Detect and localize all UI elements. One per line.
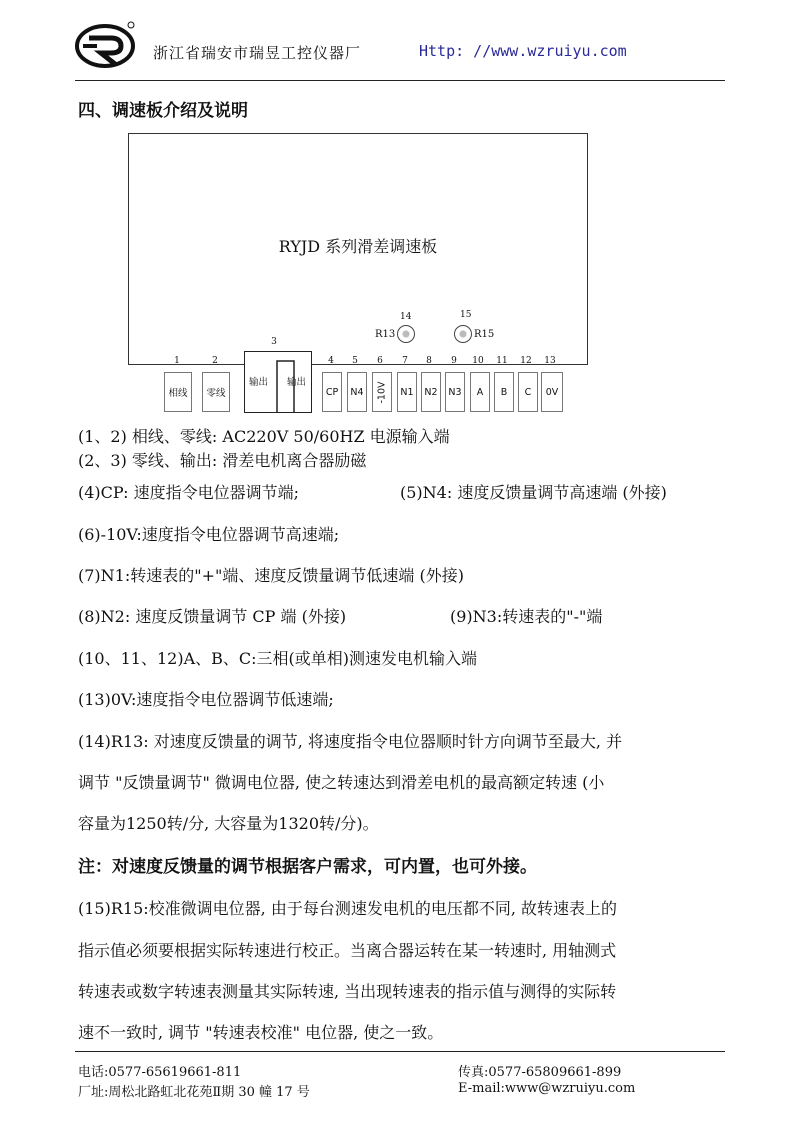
terminal-number: 11 — [496, 356, 508, 366]
terminal-label: 0V — [545, 386, 559, 398]
text-line: (5)N4: 速度反馈量调节高速端 (外接) — [400, 483, 667, 502]
text-line: (9)N3:转速表的"-"端 — [450, 607, 603, 626]
output-label: 输出 — [287, 377, 307, 388]
terminal-10 — [470, 372, 490, 412]
text-line: 指示值必须要根据实际转速进行校正。当离合器运转在某一转速时, 用轴测式 — [78, 941, 617, 960]
footer-fax: 传真:0577-65809661-899 — [458, 1065, 622, 1080]
terminal-number: 8 — [426, 356, 432, 366]
terminal-label: B — [500, 386, 508, 398]
terminal-label: -10V — [376, 380, 388, 404]
terminal-number: 10 — [472, 356, 484, 366]
text-line: (1、2) 相线、零线: AC220V 50/60HZ 电源输入端 — [78, 427, 450, 446]
terminal-label: N2 — [424, 386, 438, 398]
terminal-number: 3 — [271, 337, 277, 347]
section-title: 四、调速板介绍及说明 — [78, 101, 248, 121]
terminal-label: CP — [325, 386, 339, 398]
company-name: 浙江省瑞安市瑞昱工控仪器厂 — [153, 44, 362, 62]
header-divider — [75, 80, 725, 81]
text-line: 调节 "反馈量调节" 微调电位器, 使之转速达到滑差电机的最高额定转速 (小 — [78, 773, 605, 792]
output-terminal-block — [244, 351, 312, 413]
terminal-5 — [347, 372, 367, 412]
terminal-number: 9 — [451, 356, 457, 366]
terminal-9 — [445, 372, 465, 412]
terminal-7 — [397, 372, 417, 412]
footer-email[interactable]: E-mail:www@wzruiyu.com — [458, 1081, 636, 1096]
terminal-label: C — [524, 386, 532, 398]
potentiometer-r15-icon — [454, 325, 472, 343]
terminal-number: 2 — [212, 356, 218, 366]
footer-divider — [75, 1051, 725, 1052]
text-line: (13)0V:速度指令电位器调节低速端; — [78, 690, 334, 709]
knob-r13-label: R13 — [375, 329, 396, 340]
ry-logo-icon — [75, 20, 135, 70]
terminal-4 — [322, 372, 342, 412]
knob-r13-number: 14 — [400, 312, 412, 322]
board-title: RYJD 系列滑差调速板 — [278, 237, 438, 256]
terminal-12 — [518, 372, 538, 412]
output-label: 输出 — [249, 377, 269, 388]
text-line: (8)N2: 速度反馈量调节 CP 端 (外接) — [78, 607, 347, 626]
text-line: (7)N1:转速表的"+"端、速度反馈量调节低速端 (外接) — [78, 566, 464, 585]
terminal-number: 4 — [328, 356, 334, 366]
terminal-number: 5 — [352, 356, 358, 366]
knob-r15-label: R15 — [474, 329, 495, 340]
terminal-label: 相线 — [168, 388, 188, 399]
terminal-2 — [202, 372, 230, 412]
knob-r15-number: 15 — [460, 310, 472, 320]
text-line: (4)CP: 速度指令电位器调节端; — [78, 483, 299, 502]
text-line: (14)R13: 对速度反馈量的调节, 将速度指令电位器顺时针方向调节至最大, 并 — [78, 732, 623, 751]
terminal-1 — [164, 372, 192, 412]
terminal-label: N1 — [400, 386, 414, 398]
text-line: 速不一致时, 调节 "转速表校准" 电位器, 使之一致。 — [78, 1023, 444, 1042]
footer-phone: 电话:0577-65619661-811 — [78, 1065, 242, 1080]
terminal-13 — [541, 372, 563, 412]
footer-address: 厂址:周松北路虹北花苑Ⅱ期 30 幢 17 号 — [78, 1085, 310, 1100]
terminal-label: N4 — [350, 386, 364, 398]
note-text: 注：对速度反馈量的调节根据客户需求，可内置，也可外接。 — [78, 857, 537, 877]
terminal-8 — [421, 372, 441, 412]
text-line: (2、3) 零线、输出: 滑差电机离合器励磁 — [78, 451, 367, 470]
terminal-6 — [372, 372, 392, 412]
terminal-number: 12 — [520, 356, 532, 366]
page-header — [75, 18, 725, 80]
potentiometer-r13-icon — [397, 325, 415, 343]
text-line: (10、11、12)A、B、C:三相(或单相)测速发电机输入端 — [78, 649, 477, 668]
terminal-label: N3 — [448, 386, 462, 398]
terminal-label: A — [476, 386, 484, 398]
text-line: 转速表或数字转速表测量其实际转速, 当出现转速表的指示值与测得的实际转 — [78, 982, 617, 1001]
text-line: (6)-10V:速度指令电位器调节高速端; — [78, 525, 340, 544]
text-line: 容量为1250转/分, 大容量为1320转/分)。 — [78, 814, 379, 833]
text-line: (15)R15:校准微调电位器, 由于每台测速发电机的电压都不同, 故转速表上的 — [78, 899, 617, 918]
terminal-number: 13 — [544, 356, 556, 366]
terminal-11 — [494, 372, 514, 412]
speed-board-diagram — [128, 133, 588, 365]
website-url[interactable]: Http: //www.wzruiyu.com — [419, 42, 627, 60]
terminal-number: 7 — [402, 356, 408, 366]
terminal-label: 零线 — [206, 388, 226, 399]
terminal-number: 6 — [377, 356, 383, 366]
terminal-number: 1 — [174, 356, 180, 366]
